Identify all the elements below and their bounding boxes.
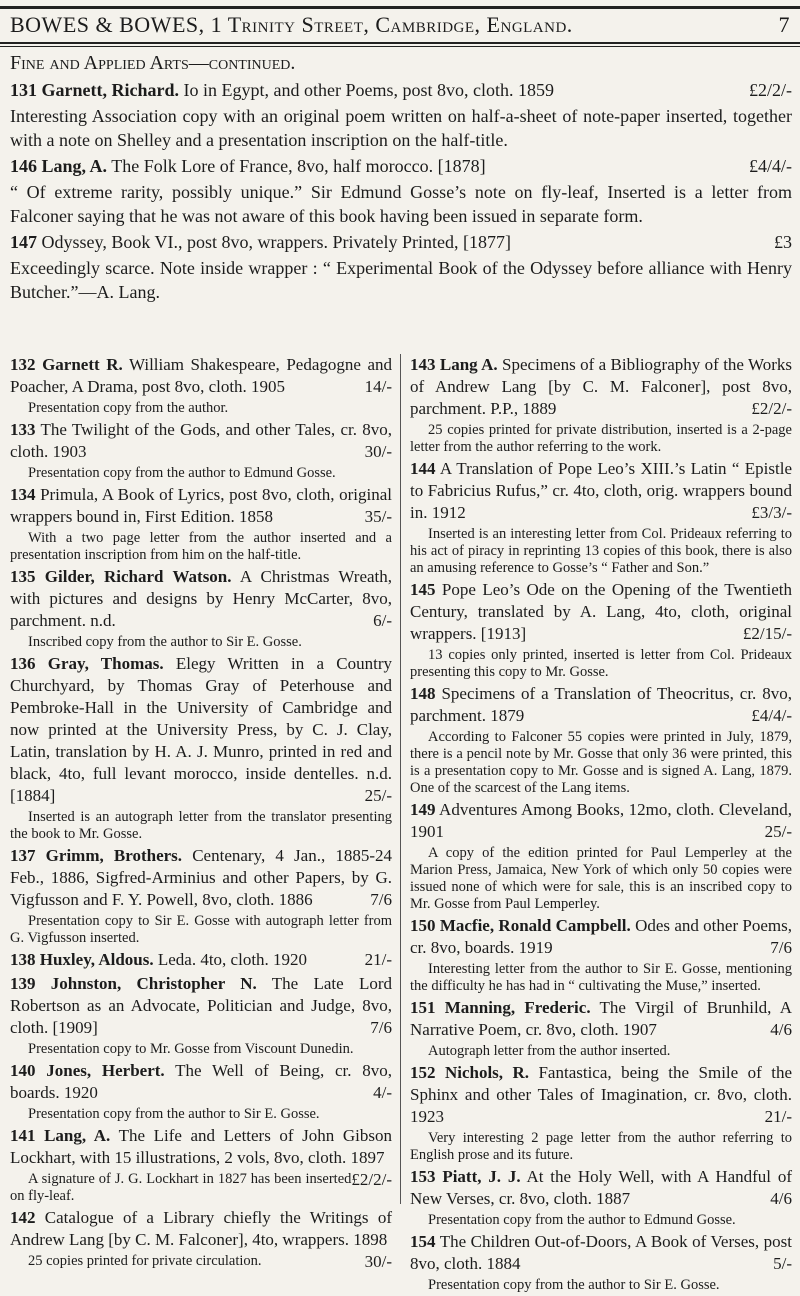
- entry-price: 5/-: [773, 1254, 792, 1273]
- entry-title: Pope Leo’s Ode on the Opening of the Twentieth Century, translated by A. Lang, 4to, cloth, original wrappers. [1913]: [410, 580, 793, 643]
- entry-note: Exceedingly scarce. Note inside wrapper : “ Experimental Book of the Odyssey before alliance with Henry Butcher.”—A. Lang.: [10, 258, 792, 302]
- entry-line: [10, 230, 792, 254]
- entry-number: 153: [410, 1167, 436, 1186]
- entry-line: [410, 915, 792, 959]
- entry-line: [10, 845, 392, 911]
- entry-author: Jones, Herbert.: [46, 1061, 165, 1080]
- entry-title: The Late Lord Robertson as an Advocate, Politician and Judge, 8vo, cloth. [1909]: [10, 974, 392, 1037]
- catalogue-entry: [10, 230, 792, 304]
- entry-note: Autograph letter from the author inserted.: [428, 1043, 671, 1059]
- page-header: [10, 12, 790, 38]
- entry-number: 150: [410, 916, 436, 935]
- entry-line: [410, 458, 792, 524]
- entry-line: [10, 1060, 392, 1104]
- entry-author: Lang, A.: [44, 1126, 111, 1145]
- entry-author: Piatt, J. J.: [442, 1167, 521, 1186]
- entry-note: Interesting Association copy with an original poem written on half-a-sheet of note-paper inserted, together with a note on Shelley and a presentation inscription on the half-title.: [10, 106, 792, 150]
- left-column: [10, 354, 392, 1273]
- top-rule: [0, 6, 800, 9]
- entry-price: £3: [774, 232, 792, 252]
- entry-note: With a two page letter from the author inserted and a presentation inscription from him on the half-title.: [10, 530, 392, 563]
- entry-number: 137: [10, 846, 36, 865]
- entry-line: [410, 997, 792, 1041]
- catalogue-entry: [10, 566, 392, 651]
- catalogue-entry: [10, 1060, 392, 1123]
- entry-title: Adventures Among Books, 12mo, cloth. Cleveland, 1901: [410, 800, 792, 841]
- entry-price: 7/6: [770, 938, 792, 957]
- entry-author: Huxley, Aldous.: [39, 950, 154, 969]
- entry-author: Macfie, Ronald Campbell.: [439, 916, 631, 935]
- entry-title: Odyssey, Book VI., post 8vo, wrappers. Privately Printed, [1877]: [41, 232, 511, 252]
- entry-note: A copy of the edition printed for Paul Lemperley at the Marion Press, Jamaica, New York of which only 50 copies were issued none of which were for sale, this is an inscribed copy to Mr. Gosse from Paul Lemperley.: [410, 845, 792, 912]
- header-rule-thin: [0, 46, 800, 47]
- entry-number: 141: [10, 1126, 36, 1145]
- catalogue-entry: [10, 154, 792, 228]
- entry-number: 151: [410, 998, 436, 1017]
- entry-line: [10, 949, 392, 971]
- catalogue-entry: [10, 949, 392, 971]
- entry-price: 25/-: [764, 822, 792, 841]
- entry-title: Centenary, 4 Jan., 1885-24 Feb., 1886, Sigfred-Arminius and other Papers, by G. Vigfusson and F. Y. Powell, 8vo, cloth. 1886: [10, 846, 393, 909]
- entry-author: Lang, A.: [41, 156, 108, 176]
- entry-title: The Children Out-of-Doors, A Book of Verses, post 8vo, cloth. 1884: [410, 1232, 792, 1273]
- catalogue-entry: [410, 799, 792, 913]
- entry-price: 4/6: [770, 1020, 792, 1039]
- entry-line: [410, 1231, 792, 1275]
- entry-note: 25 copies printed for private circulation.: [28, 1253, 262, 1269]
- entry-line: [10, 653, 392, 807]
- entry-line: [410, 1166, 792, 1210]
- catalogue-entry: [10, 1207, 392, 1270]
- entry-author: Manning, Frederic.: [444, 998, 591, 1017]
- entry-title: William Shakespeare, Pedagogne and Poacher, A Drama, post 8vo, cloth. 1905: [10, 355, 393, 396]
- entry-price: £2/2/-: [351, 1170, 392, 1189]
- entry-note: According to Falconer 55 copies were printed in July, 1879, there is a pencil note by Mr. Gosse that only 36 were printed, this is a presentation copy to Mr. Gosse and is signed A. Lang, 1879. One of the scarcest of the Lang items.: [410, 729, 792, 796]
- entry-line: [10, 419, 392, 463]
- entry-note: “ Of extreme rarity, possibly unique.” Sir Edmund Gosse’s note on fly-leaf, Inserted is a letter from Falconer saying that he was not aware of this book having been issued in separate form.: [10, 182, 792, 226]
- entry-price: 21/-: [764, 1107, 792, 1126]
- catalogue-entry: [10, 653, 392, 843]
- entry-line: [410, 579, 792, 645]
- catalogue-entry: [10, 973, 392, 1058]
- entry-number: 136: [10, 654, 36, 673]
- entry-price: 30/-: [364, 1252, 392, 1271]
- entry-note: Presentation copy to Sir E. Gosse with autograph letter from G. Vigfusson inserted.: [10, 913, 392, 946]
- entry-number: 131: [10, 80, 37, 100]
- catalogue-entry: [410, 915, 792, 995]
- entry-price: £3/3/-: [751, 503, 792, 522]
- entry-price: £4/4/-: [749, 156, 792, 176]
- catalogue-entry: [410, 997, 792, 1060]
- entry-title: The Twilight of the Gods, and other Tales, cr. 8vo, cloth. 1903: [10, 420, 393, 461]
- entry-price: 25/-: [364, 786, 392, 805]
- catalogue-entry: [410, 1062, 792, 1164]
- entry-author: Gilder, Richard Watson.: [44, 567, 232, 586]
- entry-title: Specimens of a Bibliography of the Works of Andrew Lang [by C. M. Falconer], post 8vo, parchment. P.P., 1889: [410, 355, 792, 418]
- entry-note: Inserted is an interesting letter from Col. Prideaux referring to his act of piracy in reprinting 13 copies of this book, there is also an amusing reference to Gosse’s “ Father and Son.”: [410, 526, 792, 576]
- entry-title: Specimens of a Translation of Theocritus, cr. 8vo, parchment. 1879: [410, 684, 793, 725]
- entry-title: Leda. 4to, cloth. 1920: [157, 950, 308, 969]
- entry-number: 135: [10, 567, 36, 586]
- entry-title: The Well of Being, cr. 8vo, boards. 1920: [10, 1061, 392, 1102]
- entry-author: Garnett R.: [42, 355, 123, 374]
- entry-note: 13 copies only printed, inserted is letter from Col. Prideaux presenting this copy to Mr. Gosse.: [410, 647, 792, 680]
- entry-note: Inserted is an autograph letter from the translator presenting the book to Mr. Gosse.: [10, 809, 392, 842]
- entry-note: Presentation copy to Mr. Gosse from Viscount Dunedin.: [28, 1041, 354, 1057]
- right-column: [410, 354, 792, 1296]
- entry-line: [10, 973, 392, 1039]
- firm-address: BOWES & BOWES, 1 Trinity Street, Cambridge, England.: [10, 12, 573, 37]
- entry-line: [410, 799, 792, 843]
- entry-note: Presentation copy from the author to Edmund Gosse.: [28, 465, 336, 481]
- entry-author: Nichols, R.: [444, 1063, 530, 1082]
- catalogue-entry: [10, 419, 392, 482]
- entry-title: The Folk Lore of France, 8vo, half morocco. [1878]: [111, 156, 486, 176]
- entry-price: £2/2/-: [751, 399, 792, 418]
- entry-price: 6/-: [373, 611, 392, 630]
- entry-line: [410, 1062, 792, 1128]
- entry-title: Primula, A Book of Lyrics, post 8vo, cloth, original wrappers bound in, First Edition. 1858: [10, 485, 392, 526]
- entry-line: [10, 566, 392, 632]
- page-number: 7: [778, 12, 790, 37]
- entry-line: [10, 484, 392, 528]
- entry-line: [10, 78, 792, 102]
- section-title: Fine and Applied Arts—continued.: [10, 52, 296, 74]
- entry-note: 25 copies printed for private distribution, inserted is a 2-page letter from the author referring to the work.: [410, 422, 792, 455]
- entry-note: Presentation copy from the author.: [28, 400, 229, 416]
- catalogue-entry: [410, 1166, 792, 1229]
- entry-number: 148: [410, 684, 436, 703]
- entry-number: 134: [10, 485, 36, 504]
- entry-line: [10, 354, 392, 398]
- entry-number: 146: [10, 156, 37, 176]
- entry-number: 152: [410, 1063, 436, 1082]
- entry-author: Johnston, Christopher N.: [50, 974, 257, 993]
- entry-price: £2/2/-: [749, 80, 792, 100]
- entry-price: 4/6: [770, 1189, 792, 1208]
- entry-number: 139: [10, 974, 36, 993]
- column-divider: [400, 354, 401, 1204]
- entry-number: 145: [410, 580, 436, 599]
- catalogue-entry: [10, 484, 392, 564]
- full-width-entries: [10, 78, 792, 306]
- entry-title: Fantastica, being the Smile of the Sphinx and other Tales of Imagination, cr. 8vo, cloth. 1923: [410, 1063, 793, 1126]
- entry-note: Presentation copy from the author to Edmund Gosse.: [428, 1212, 736, 1228]
- entry-title: The Virgil of Brunhild, A Narrative Poem, cr. 8vo, cloth. 1907: [410, 998, 792, 1039]
- entry-note: Inscribed copy from the author to Sir E. Gosse.: [28, 634, 302, 650]
- entry-number: 147: [10, 232, 37, 252]
- entry-number: 140: [10, 1061, 36, 1080]
- catalogue-entry: [10, 1125, 392, 1205]
- entry-title: A Translation of Pope Leo’s XIII.’s Latin “ Epistle to Fabricius Rufus,” cr. 4to, cloth, orig. wrappers bound in. 1912: [410, 459, 792, 522]
- entry-title: A Christmas Wreath, with pictures and designs by Henry McCarter, 8vo, parchment. n.d.: [10, 567, 393, 630]
- entry-line: [410, 354, 792, 420]
- entry-note: Presentation copy from the author to Sir E. Gosse.: [428, 1277, 720, 1293]
- entry-line: [10, 154, 792, 178]
- entry-price: £2/15/-: [742, 624, 792, 643]
- entry-line: [410, 683, 792, 727]
- header-rule: [0, 42, 800, 44]
- catalogue-entry: [410, 683, 792, 797]
- entry-author: Lang A.: [439, 355, 498, 374]
- entry-title: Io in Egypt, and other Poems, post 8vo, cloth. 1859: [183, 80, 554, 100]
- entry-number: 154: [410, 1232, 436, 1251]
- entry-price: 7/6: [370, 890, 392, 909]
- entry-price: 4/-: [373, 1083, 392, 1102]
- entry-price: 35/-: [364, 507, 392, 526]
- entry-price: 30/-: [364, 442, 392, 461]
- entry-number: 142: [10, 1208, 36, 1227]
- entry-price: 14/-: [364, 377, 392, 396]
- entry-title: Elegy Written in a Country Churchyard, by Thomas Gray of Peterhouse and Pembroke-Hall in the University of Cambridge and now printed at the University Press, by C. J. Clay, Latin, translation by H. A. J. Munro, printed in red and black, 4to, full levant morocco, inside dentelles. n.d. [1884]: [10, 654, 393, 805]
- entry-note: A signature of J. G. Lockhart in 1827 has been inserted on fly-leaf.: [10, 1171, 352, 1204]
- catalogue-entry: [410, 579, 792, 681]
- entry-note: Very interesting 2 page letter from the author referring to English prose and its future.: [410, 1130, 792, 1163]
- entry-price: 21/-: [364, 950, 392, 969]
- entry-number: 149: [410, 800, 436, 819]
- entry-number: 132: [10, 355, 36, 374]
- entry-price: 7/6: [370, 1018, 392, 1037]
- entry-number: 144: [410, 459, 436, 478]
- catalogue-entry: [410, 1231, 792, 1294]
- entry-author: Gray, Thomas.: [47, 654, 164, 673]
- catalogue-entry: [410, 354, 792, 456]
- entry-author: Garnett, Richard.: [41, 80, 179, 100]
- entry-author: Grimm, Brothers.: [45, 846, 183, 865]
- catalogue-entry: [410, 458, 792, 577]
- catalogue-entry: [10, 845, 392, 947]
- entry-title: The Life and Letters of John Gibson Lockhart, with 15 illustrations, 2 vols, 8vo, cloth. 1897: [10, 1126, 392, 1167]
- entry-title: Catalogue of a Library chiefly the Writings of Andrew Lang [by C. M. Falconer], 4to, wrappers. 1898: [10, 1208, 392, 1249]
- entry-note: Interesting letter from the author to Sir E. Gosse, mentioning the difficulty he has had in “ cultivating the Muse,” inserted.: [410, 961, 792, 994]
- entry-number: 138: [10, 950, 36, 969]
- entry-title: At the Holy Well, with A Handful of New Verses, cr. 8vo, cloth. 1887: [410, 1167, 793, 1208]
- entry-note: Presentation copy from the author to Sir E. Gosse.: [28, 1106, 320, 1122]
- entry-price: £4/4/-: [751, 706, 792, 725]
- catalogue-entry: [10, 354, 392, 417]
- entry-number: 143: [410, 355, 436, 374]
- catalogue-entry: [10, 78, 792, 152]
- entry-number: 133: [10, 420, 36, 439]
- entry-title: Odes and other Poems, cr. 8vo, boards. 1919: [410, 916, 793, 957]
